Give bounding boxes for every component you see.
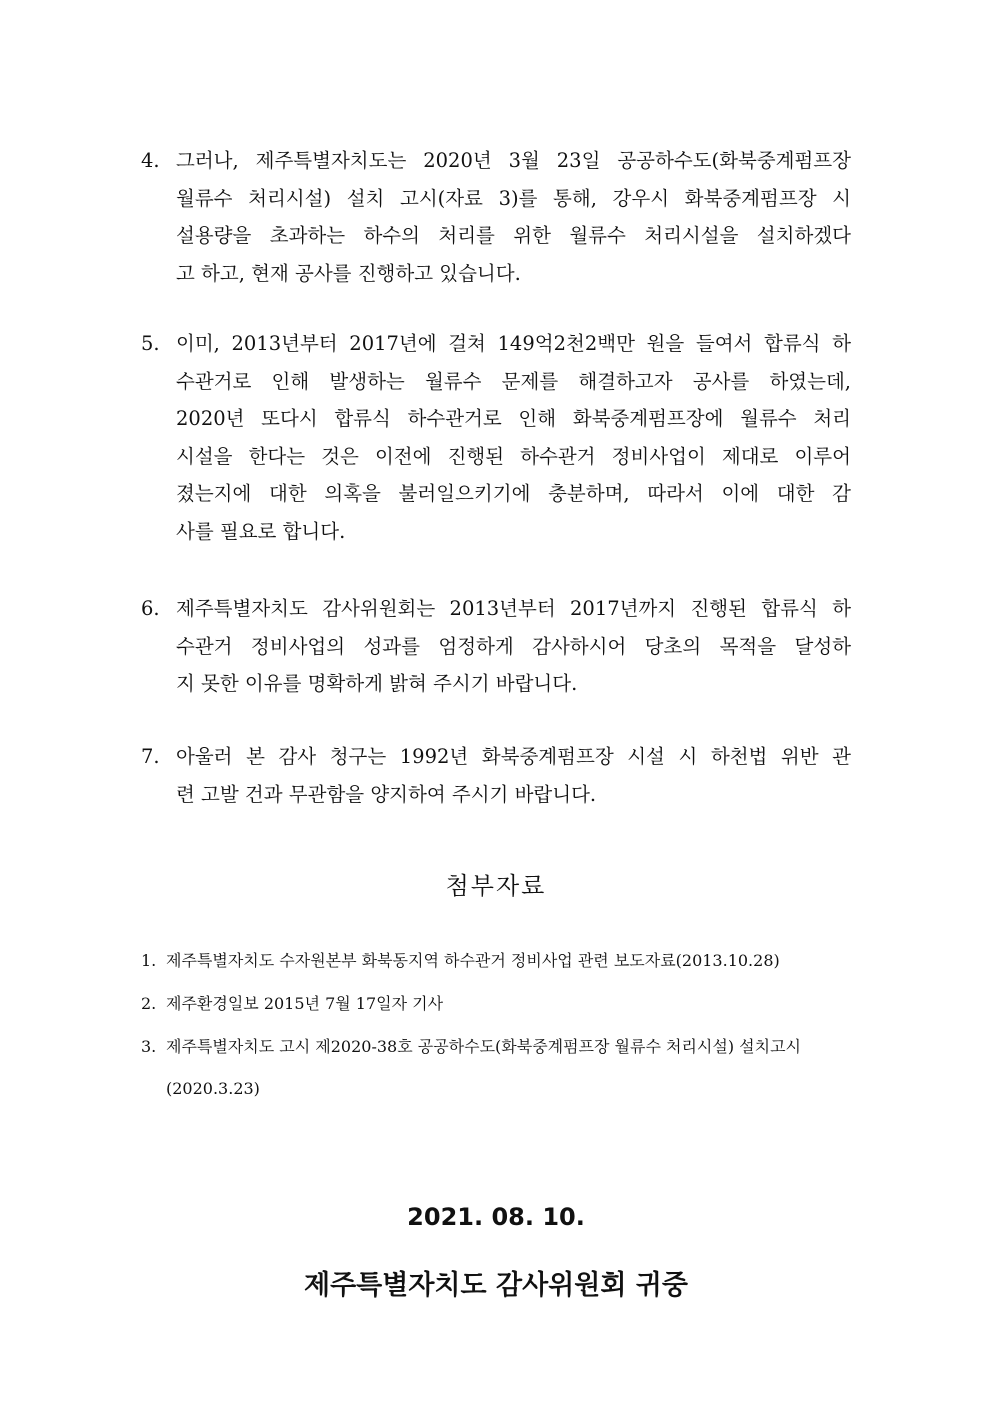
- paragraph-line: 제주특별자치도 감사위원회는 2013년부터 2017년까지 진행된 합류식 하: [176, 597, 851, 620]
- attachment-text: 제주특별자치도 수자원본부 화북동지역 하수관거 정비사업 관련 보도자료(2013.10.28): [166, 951, 780, 970]
- paragraph-line: 련 고발 건과 무관함을 양지하여 주시기 바랍니다.: [176, 782, 597, 806]
- paragraph-number: 5.: [141, 332, 160, 355]
- attachment-text: (2020.3.23): [166, 1079, 260, 1098]
- attachment-text: 제주환경일보 2015년 7월 17일자 기사: [166, 994, 444, 1013]
- paragraph-line: 지 못한 이유를 명확하게 밝혀 주시기 바랍니다.: [176, 672, 578, 695]
- paragraph-7: [141, 738, 851, 813]
- paragraph-6: [141, 590, 851, 703]
- recipient: 제주특별자치도 감사위원회 귀중: [304, 1270, 688, 1301]
- attachment-item-3: [141, 1026, 851, 1110]
- attachment-text: 제주특별자치도 고시 제2020-38호 공공하수도(화북중계펌프장 월류수 처리시설) 설치고시: [166, 1037, 801, 1056]
- paragraph-line: 월류수 처리시설) 설치 고시(자료 3)를 통해, 강우시 화북중계펌프장 시: [176, 186, 851, 210]
- paragraph-line: 시설을 한다는 것은 이전에 진행된 하수관거 정비사업이 제대로 이루어: [176, 444, 851, 468]
- paragraph-4: [141, 142, 851, 292]
- paragraph-number: 4.: [141, 149, 160, 172]
- paragraph-number: 6.: [141, 597, 160, 620]
- attachment-item-1: [141, 940, 851, 982]
- paragraph-line: 그러나, 제주특별자치도는 2020년 3월 23일 공공하수도(화북중계펌프장: [176, 149, 851, 172]
- paragraph-line: 수관거 정비사업의 성과를 엄정하게 감사하시어 당초의 목적을 달성하: [176, 634, 851, 658]
- paragraph-line: 사를 필요로 합니다.: [176, 519, 346, 543]
- paragraph-number: 7.: [141, 745, 160, 768]
- paragraph-line: 이미, 2013년부터 2017년에 걸쳐 149억2천2백만 원을 들여서 합류식 하: [176, 332, 851, 355]
- paragraph-line: 고 하고, 현재 공사를 진행하고 있습니다.: [176, 261, 521, 285]
- paragraph-5: [141, 325, 851, 550]
- paragraph-line: 아울러 본 감사 청구는 1992년 화북중계펌프장 시설 시 하천법 위반 관: [176, 745, 851, 768]
- paragraph-line: 졌는지에 대한 의혹을 불러일으키기에 충분하며, 따라서 이에 대한 감: [176, 482, 851, 505]
- attachment-item-2: [141, 983, 851, 1025]
- attachment-number: 3.: [141, 1037, 157, 1056]
- paragraph-line: 설용량을 초과하는 하수의 처리를 위한 월류수 처리시설을 설치하겠다: [176, 224, 851, 247]
- attachment-number: 1.: [141, 951, 157, 970]
- paragraph-line: 수관거로 인해 발생하는 월류수 문제를 해결하고자 공사를 하였는데,: [176, 369, 851, 393]
- paragraph-line: 2020년 또다시 합류식 하수관거로 인해 화북중계펌프장에 월류수 처리: [176, 407, 851, 430]
- attachments-title: 첨부자료: [445, 872, 547, 900]
- attachment-number: 2.: [141, 994, 157, 1013]
- document-date: 2021. 08. 10.: [407, 1203, 585, 1231]
